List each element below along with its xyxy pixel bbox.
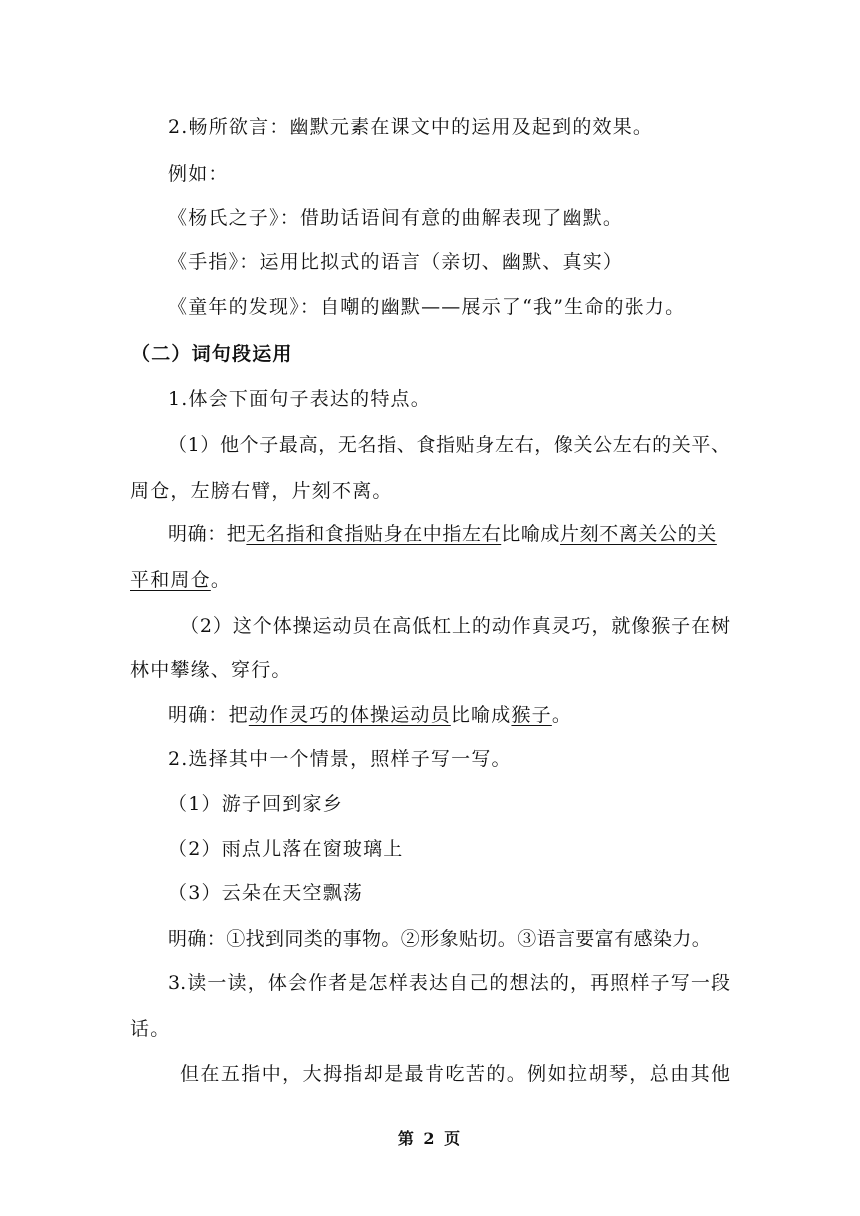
answer-1-underline-b: 片刻不离关公的关 [560, 523, 717, 545]
scene-2: （2）雨点儿落在窗玻璃上 [168, 838, 404, 860]
answer-1-prefix: 明确：把 [168, 523, 247, 545]
answer-3: 明确：①找到同类的事物。②形象贴切。③语言要富有感染力。 [168, 928, 712, 950]
answer-1-end: 。 [210, 569, 232, 591]
example-intro: 例如： [168, 163, 229, 185]
answer-1-mid: 比喻成 [501, 523, 561, 545]
task-1-title: 1.体会下面句子表达的特点。 [168, 388, 431, 410]
answer-2-mid: 比喻成 [450, 704, 512, 726]
task-3-line-2: 话。 [130, 1018, 171, 1040]
section-heading-ciju: （二）词句段运用 [131, 343, 293, 365]
example-yangshi: 《杨氏之子》：借助话语间有意的曲解表现了幽默。 [168, 207, 624, 229]
scene-3: （3）云朵在天空飘荡 [168, 882, 364, 904]
sentence-1-line-1: （1）他个子最高，无名指、食指贴身左右，像关公左右的关平、 [168, 434, 730, 456]
answer-1-line-1 [168, 519, 717, 549]
sentence-2-line-1: （2）这个体操运动员在高低杠上的动作真灵巧，就像猴子在树 [180, 615, 730, 637]
answer-1-underline-c: 平和周仓 [130, 569, 211, 591]
answer-1-line-2 [130, 565, 231, 595]
sentence-1-line-2: 周仓，左膀右臂，片刻不离。 [130, 480, 393, 502]
example-tongnian: 《童年的发现》：自嘲的幽默——展示了“我”生命的张力。 [168, 296, 686, 318]
answer-2 [168, 700, 572, 730]
scene-1: （1）游子回到家乡 [168, 793, 343, 815]
answer-1-underline-a: 无名指和食指贴身在中指左右 [246, 523, 502, 545]
task-2-title: 2.选择其中一个情景，照样子写一写。 [168, 748, 512, 770]
page-number: 第 2 页 [397, 1129, 463, 1148]
sentence-2-line-2: 林中攀缘、穿行。 [130, 659, 292, 681]
section-2-title: 2.畅所欲言：幽默元素在课文中的运用及起到的效果。 [168, 116, 654, 138]
example-shouzhi: 《手指》：运用比拟式的语言（亲切、幽默、真实） [168, 251, 624, 273]
answer-2-underline-a: 动作灵巧的体操运动员 [248, 704, 451, 726]
answer-2-prefix: 明确：把 [168, 704, 249, 726]
answer-2-underline-b: 猴子 [511, 704, 552, 726]
task-3-line-1: 3.读一读，体会作者是怎样表达自己的想法的，再照样子写一段 [168, 972, 730, 994]
passage-line-1: 但在五指中，大拇指却是最肯吃苦的。例如拉胡琴，总由其他 [180, 1063, 730, 1085]
answer-2-end: 。 [551, 704, 573, 726]
